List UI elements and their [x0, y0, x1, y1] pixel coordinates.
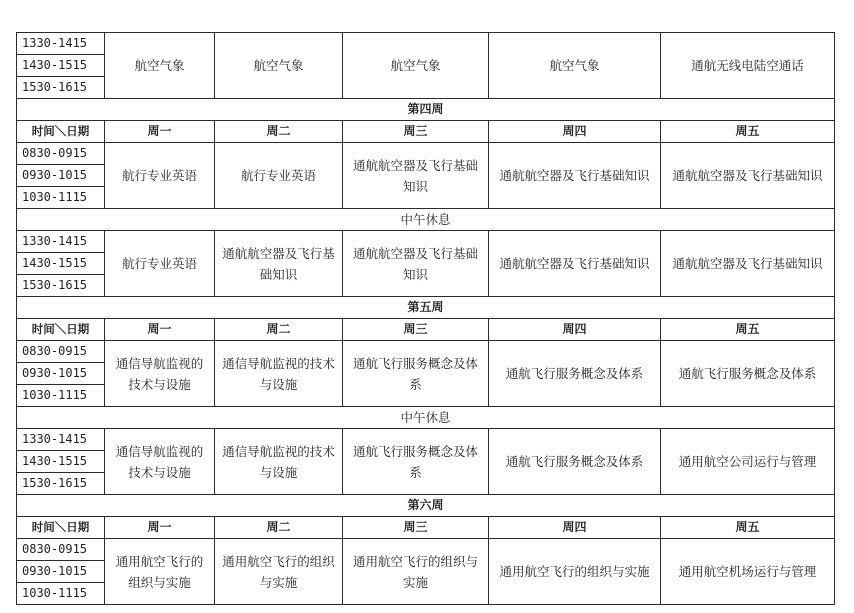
- time-slot: 1430-1515: [17, 55, 105, 77]
- afternoon-row: [17, 33, 835, 55]
- subject-cell: 通航飞行服务概念及体系: [343, 341, 489, 407]
- day-header: 周四: [489, 517, 661, 539]
- time-slot: 1030-1115: [17, 583, 105, 605]
- subject-cell: 通信导航监视的技术与设施: [105, 429, 215, 495]
- subject-cell: 通用航空飞行的组织与实施: [105, 539, 215, 605]
- morning-row: [17, 341, 835, 363]
- week-title: 第五周: [17, 297, 835, 319]
- day-header: 周四: [489, 121, 661, 143]
- day-header: 周五: [661, 121, 835, 143]
- day-header: 周五: [661, 319, 835, 341]
- day-header: 周一: [105, 319, 215, 341]
- subject-cell: 通航飞行服务概念及体系: [489, 429, 661, 495]
- time-slot: 1430-1515: [17, 451, 105, 473]
- subject-cell: 通用航空飞行的组织与实施: [215, 539, 343, 605]
- subject-cell: 航空气象: [343, 33, 489, 99]
- schedule-table: [16, 32, 835, 605]
- day-header: 周二: [215, 121, 343, 143]
- time-slot: 1530-1615: [17, 77, 105, 99]
- subject-cell: 通信导航监视的技术与设施: [215, 341, 343, 407]
- subject-cell: 通用航空飞行的组织与实施: [489, 539, 661, 605]
- time-slot: 1330-1415: [17, 33, 105, 55]
- subject-cell: 通用航空公司运行与管理: [661, 429, 835, 495]
- week-title-row: [17, 99, 835, 121]
- subject-cell: 航空气象: [215, 33, 343, 99]
- day-header: 周一: [105, 121, 215, 143]
- subject-cell: 通航飞行服务概念及体系: [661, 341, 835, 407]
- subject-cell: 通航航空器及飞行基础知识: [661, 231, 835, 297]
- subject-cell: 通航飞行服务概念及体系: [343, 429, 489, 495]
- time-slot: 1430-1515: [17, 253, 105, 275]
- time-slot: 0930-1015: [17, 165, 105, 187]
- time-slot: 1330-1415: [17, 429, 105, 451]
- week-title-row: [17, 495, 835, 517]
- day-header: 周四: [489, 319, 661, 341]
- subject-cell: 通航航空器及飞行基础知识: [489, 143, 661, 209]
- subject-cell: 通航无线电陆空通话: [661, 33, 835, 99]
- subject-cell: 通航航空器及飞行基础知识: [215, 231, 343, 297]
- afternoon-row: [17, 429, 835, 451]
- time-date-header: 时间＼日期: [17, 517, 105, 539]
- time-slot: 0930-1015: [17, 561, 105, 583]
- subject-cell: 航空气象: [489, 33, 661, 99]
- subject-cell: 通航航空器及飞行基础知识: [661, 143, 835, 209]
- time-slot: 1030-1115: [17, 187, 105, 209]
- time-slot: 0830-0915: [17, 341, 105, 363]
- week-title-row: [17, 297, 835, 319]
- subject-cell: 航行专业英语: [105, 143, 215, 209]
- time-date-header: 时间＼日期: [17, 121, 105, 143]
- header-row: [17, 121, 835, 143]
- subject-cell: 通信导航监视的技术与设施: [105, 341, 215, 407]
- subject-cell: 通航航空器及飞行基础知识: [489, 231, 661, 297]
- subject-cell: 通用航空飞行的组织与实施: [343, 539, 489, 605]
- header-row: [17, 517, 835, 539]
- week-title: 第四周: [17, 99, 835, 121]
- time-slot: 0830-0915: [17, 539, 105, 561]
- subject-cell: 通航航空器及飞行基础知识: [343, 231, 489, 297]
- subject-cell: 通航飞行服务概念及体系: [489, 341, 661, 407]
- lunch-break: 中午休息: [17, 407, 835, 429]
- lunch-row: [17, 209, 835, 231]
- afternoon-row: [17, 231, 835, 253]
- day-header: 周五: [661, 517, 835, 539]
- morning-row: [17, 143, 835, 165]
- time-slot: 0930-1015: [17, 363, 105, 385]
- day-header: 周二: [215, 319, 343, 341]
- time-slot: 0830-0915: [17, 143, 105, 165]
- week-title: 第六周: [17, 495, 835, 517]
- day-header: 周二: [215, 517, 343, 539]
- day-header: 周三: [343, 319, 489, 341]
- morning-row: [17, 539, 835, 561]
- lunch-row: [17, 407, 835, 429]
- day-header: 周三: [343, 121, 489, 143]
- time-slot: 1030-1115: [17, 385, 105, 407]
- time-slot: 1530-1615: [17, 275, 105, 297]
- day-header: 周三: [343, 517, 489, 539]
- lunch-break: 中午休息: [17, 209, 835, 231]
- time-slot: 1530-1615: [17, 473, 105, 495]
- time-slot: 1330-1415: [17, 231, 105, 253]
- day-header: 周一: [105, 517, 215, 539]
- subject-cell: 航空气象: [105, 33, 215, 99]
- subject-cell: 通航航空器及飞行基础知识: [343, 143, 489, 209]
- subject-cell: 航行专业英语: [215, 143, 343, 209]
- subject-cell: 通信导航监视的技术与设施: [215, 429, 343, 495]
- subject-cell: 航行专业英语: [105, 231, 215, 297]
- time-date-header: 时间＼日期: [17, 319, 105, 341]
- subject-cell: 通用航空机场运行与管理: [661, 539, 835, 605]
- header-row: [17, 319, 835, 341]
